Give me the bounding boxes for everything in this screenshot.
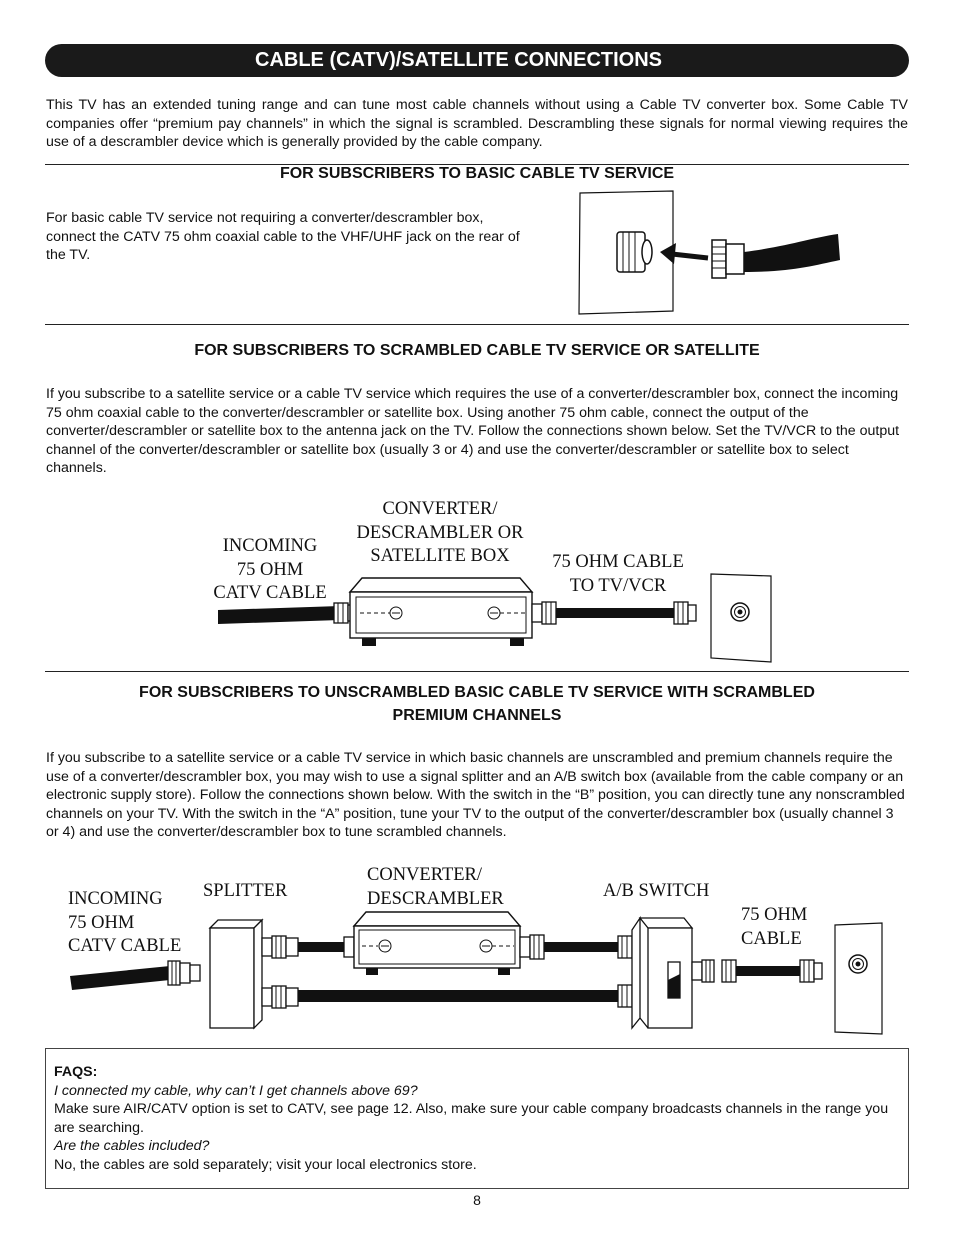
- section-divider: [45, 324, 909, 325]
- ab-switch-icon: [632, 918, 692, 1028]
- splitter-icon: [210, 920, 262, 1028]
- converter-box-icon: [354, 912, 520, 975]
- coax-connector-icon: [168, 961, 200, 985]
- faq-question: I connected my cable, why can’t I get channels above 69?: [54, 1082, 418, 1099]
- coax-connector-icon: [722, 960, 736, 982]
- coax-connector-icon: [692, 960, 714, 982]
- label-splitter: SPLITTER: [203, 881, 288, 901]
- faq-question: Are the cables included?: [54, 1138, 210, 1155]
- page-title: CABLE (CATV)/SATELLITE CONNECTIONS: [45, 44, 909, 77]
- converter-box-icon: [350, 578, 532, 646]
- faq-box: [45, 1048, 909, 1189]
- section2-body: If you subscribe to a satellite service or a cable TV service which requires the use of a converter/descrambler box, connect the incoming 75 ohm coaxial cable to the converter/descrambler or satellite box. Using another 75 ohm cable, connect the output of the converter/descrambler or satellite box to the antenna jack on the TV. Follow the connections shown below. Set the TV/VCR to the output channel of the converter/descrambler or satellite box (usually 3 or 4) and use the converter/descrambler or satellite box to select channels.: [46, 386, 900, 477]
- section1-heading: FOR SUBSCRIBERS TO BASIC CABLE TV SERVICE: [279, 165, 675, 182]
- label-converter-box: CONVERTER/ DESCRAMBLER OR SATELLITE BOX: [356, 499, 524, 566]
- coax-connector-icon: [262, 936, 298, 958]
- section3-body: If you subscribe to a satellite service or a cable TV service in which basic channels are unscrambled and premium channels require the use of a converter/descrambler box, you may wish to use a signal splitter and an A/B switch box (available from the cable company or an electronic supply store). Follow the connections shown below. With the switch in the “B” position, you can directly tune any nonscrambled channels on your TV. With the switch in the “A” position, tune your TV to the output of the converter/descrambler box (usually channel 3 or 4) and use the converter/descrambler box to tune scrambled channels.: [46, 750, 905, 841]
- antenna-jack-icon: [731, 603, 749, 621]
- coax-connector-icon: [712, 240, 744, 278]
- section2-heading: FOR SUBSCRIBERS TO SCRAMBLED CABLE TV SERVICE OR SATELLITE: [194, 342, 760, 359]
- coax-connector-icon: [618, 936, 632, 958]
- label-ab-switch: A/B SWITCH: [603, 881, 710, 901]
- coax-connector-icon: [800, 960, 822, 982]
- coax-connector-icon: [618, 985, 632, 1007]
- vhf-uhf-jack-icon: [617, 232, 652, 272]
- page-number: 8: [473, 1192, 481, 1208]
- coax-connector-icon: [674, 602, 696, 624]
- faq-answer: No, the cables are sold separately; visit your local electronics store.: [54, 1156, 477, 1173]
- section1-body: For basic cable TV service not requiring a converter/descrambler box, connect the CATV 75 ohm coaxial cable to the VHF/UHF jack on the rear of the TV.: [46, 210, 520, 264]
- antenna-jack-icon: [849, 955, 867, 973]
- label-converter: CONVERTER/ DESCRAMBLER: [367, 865, 504, 909]
- coax-connector-icon: [344, 937, 354, 957]
- coax-connector-icon: [262, 986, 298, 1008]
- label-incoming-cable: INCOMING 75 OHM CATV CABLE: [213, 536, 327, 603]
- arrow-left-icon: [660, 243, 708, 264]
- intro-paragraph: This TV has an extended tuning range and can tune most cable channels without using a Cable TV converter box. Some Cable TV companies offer “premium pay channels” in which the signal is scrambled. Descrambling these signals for normal viewing requires the use of a descrambler device which is generally provided by the cable company.: [46, 97, 908, 151]
- coax-connector-icon: [520, 935, 544, 959]
- section-divider: [45, 671, 909, 672]
- faq-title: FAQS:: [54, 1064, 98, 1080]
- faq-answer: Make sure AIR/CATV option is set to CATV, see page 12. Also, make sure your cable company broadcasts channels in the range you are searching.: [54, 1101, 889, 1136]
- coax-connector-icon: [334, 603, 358, 623]
- label-incoming-cable: INCOMING 75 OHM CATV CABLE: [68, 889, 182, 956]
- section3-heading: FOR SUBSCRIBERS TO UNSCRAMBLED BASIC CABLE TV SERVICE WITH SCRAMBLED PREMIUM CHANNELS: [139, 684, 815, 724]
- label-cable-to-tv: 75 OHM CABLE TO TV/VCR: [552, 552, 684, 596]
- label-75-ohm-cable: 75 OHM CABLE: [741, 905, 808, 949]
- coax-connector-icon: [532, 602, 556, 624]
